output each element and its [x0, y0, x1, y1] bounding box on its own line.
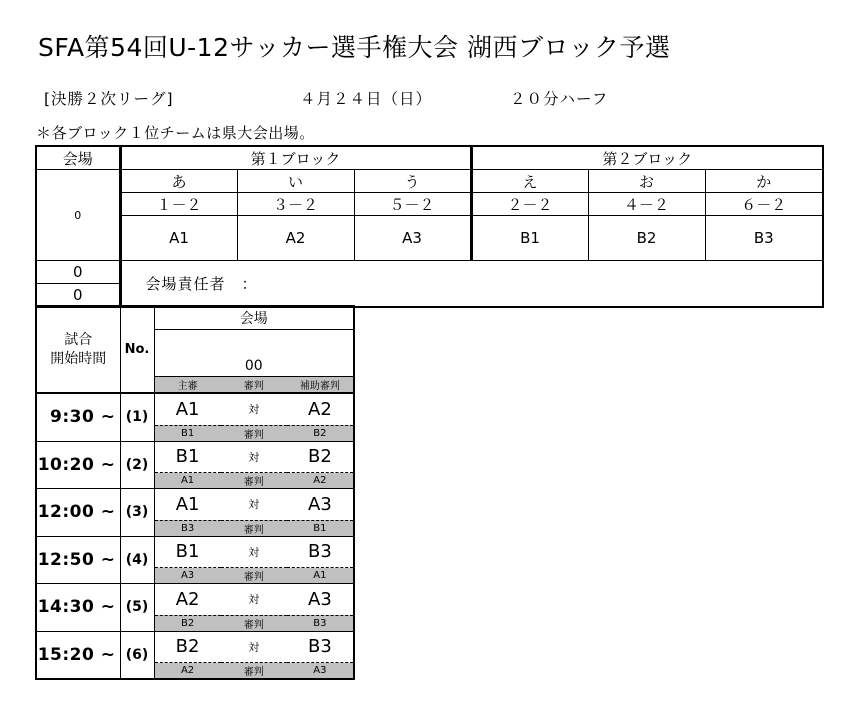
block-team: A2 — [237, 216, 354, 261]
block-rank: ６－２ — [705, 193, 823, 216]
ref-assist: A2 — [287, 473, 353, 489]
match-away: A3 — [308, 493, 332, 515]
block-kana: あ — [120, 170, 237, 193]
block-kana: お — [588, 170, 705, 193]
venue-value-mid: 0 — [36, 261, 120, 284]
ref-label: 審判 — [221, 473, 287, 489]
block-rank: ４－２ — [588, 193, 705, 216]
match-cell — [154, 393, 354, 441]
ref-label: 審判 — [221, 663, 287, 679]
ref-label: 審判 — [221, 520, 287, 536]
ref-main: B3 — [155, 520, 221, 536]
match-home: B1 — [175, 541, 200, 563]
match-time: 15:20 ~ — [36, 631, 120, 679]
match-away: B2 — [308, 446, 332, 468]
venue-header-sched: 会場 — [154, 306, 354, 330]
ref-assist: B3 — [287, 615, 353, 631]
venue-header: 会場 — [36, 146, 120, 170]
match-time: 12:50 ~ — [36, 536, 120, 584]
match-away: B3 — [308, 636, 332, 658]
schedule-table — [35, 305, 355, 680]
match-home: B1 — [175, 446, 200, 468]
block-team: A1 — [120, 216, 237, 261]
start-time-header: 試合 開始時間 — [36, 306, 120, 393]
block-kana: い — [237, 170, 354, 193]
match-home: A2 — [175, 588, 200, 610]
ref-assist: A3 — [287, 663, 353, 679]
match-vs: 対 — [248, 545, 260, 559]
block-kana: か — [705, 170, 823, 193]
match-no: (5) — [120, 584, 154, 632]
date-label: ４月２４日（日） — [300, 90, 433, 108]
block-team: B1 — [471, 216, 588, 261]
role-main: 主審 — [155, 377, 221, 392]
block1-title: 第１ブロック — [120, 146, 471, 170]
document-title: SFA第54回U-12サッカー選手権大会 湖西ブロック予選 — [38, 33, 671, 62]
match-vs: 対 — [248, 498, 260, 512]
match-time: 14:30 ~ — [36, 584, 120, 632]
role-ref: 審判 — [221, 377, 287, 392]
responsible-label: 会場責任者 ： — [120, 261, 823, 308]
ref-main: B1 — [155, 425, 221, 441]
match-vs: 対 — [248, 450, 260, 464]
block2-title: 第２ブロック — [471, 146, 823, 170]
block-kana: え — [471, 170, 588, 193]
match-cell — [154, 536, 354, 584]
match-cell — [154, 441, 354, 489]
match-away: A3 — [308, 588, 332, 610]
ref-main: A2 — [155, 663, 221, 679]
ref-label: 審判 — [221, 425, 287, 441]
ref-assist: A1 — [287, 568, 353, 584]
match-cell — [154, 584, 354, 632]
match-no: (3) — [120, 489, 154, 537]
ref-main: B2 — [155, 615, 221, 631]
block-team: B2 — [588, 216, 705, 261]
block-table — [35, 145, 824, 308]
block-rank: １－２ — [120, 193, 237, 216]
note-text: ＊各ブロック１位チームは県大会出場。 — [36, 124, 315, 142]
match-vs: 対 — [248, 640, 260, 654]
stage-label: [決勝２次リーグ] — [44, 90, 174, 108]
match-home: A1 — [175, 398, 200, 420]
ref-main: A1 — [155, 473, 221, 489]
no-header: No. — [120, 306, 154, 393]
match-cell — [154, 631, 354, 679]
match-time: 9:30 ~ — [36, 393, 120, 441]
ref-label: 審判 — [221, 615, 287, 631]
match-time: 12:00 ~ — [36, 489, 120, 537]
ref-label: 審判 — [221, 568, 287, 584]
match-home: B2 — [175, 636, 200, 658]
match-cell — [154, 489, 354, 537]
ref-assist: B1 — [287, 520, 353, 536]
venue-value-top: 0 — [36, 170, 120, 261]
match-no: (6) — [120, 631, 154, 679]
match-away: B3 — [308, 541, 332, 563]
venue-value-sched: 00 — [154, 330, 354, 377]
block-team: A3 — [354, 216, 471, 261]
match-home: A1 — [175, 493, 200, 515]
block-team: B3 — [705, 216, 823, 261]
match-no: (1) — [120, 393, 154, 441]
match-vs: 対 — [248, 403, 260, 417]
block-kana: う — [354, 170, 471, 193]
venue-value-bottom: 0 — [36, 284, 120, 308]
role-assist: 補助審判 — [287, 377, 353, 392]
role-header — [154, 377, 354, 394]
match-time: 10:20 ~ — [36, 441, 120, 489]
ref-main: A3 — [155, 568, 221, 584]
match-no: (2) — [120, 441, 154, 489]
match-vs: 対 — [248, 593, 260, 607]
block-rank: ３－２ — [237, 193, 354, 216]
ref-assist: B2 — [287, 425, 353, 441]
match-no: (4) — [120, 536, 154, 584]
format-label: ２０分ハーフ — [510, 90, 609, 108]
block-rank: ２－２ — [471, 193, 588, 216]
block-rank: ５－２ — [354, 193, 471, 216]
match-away: A2 — [308, 398, 332, 420]
